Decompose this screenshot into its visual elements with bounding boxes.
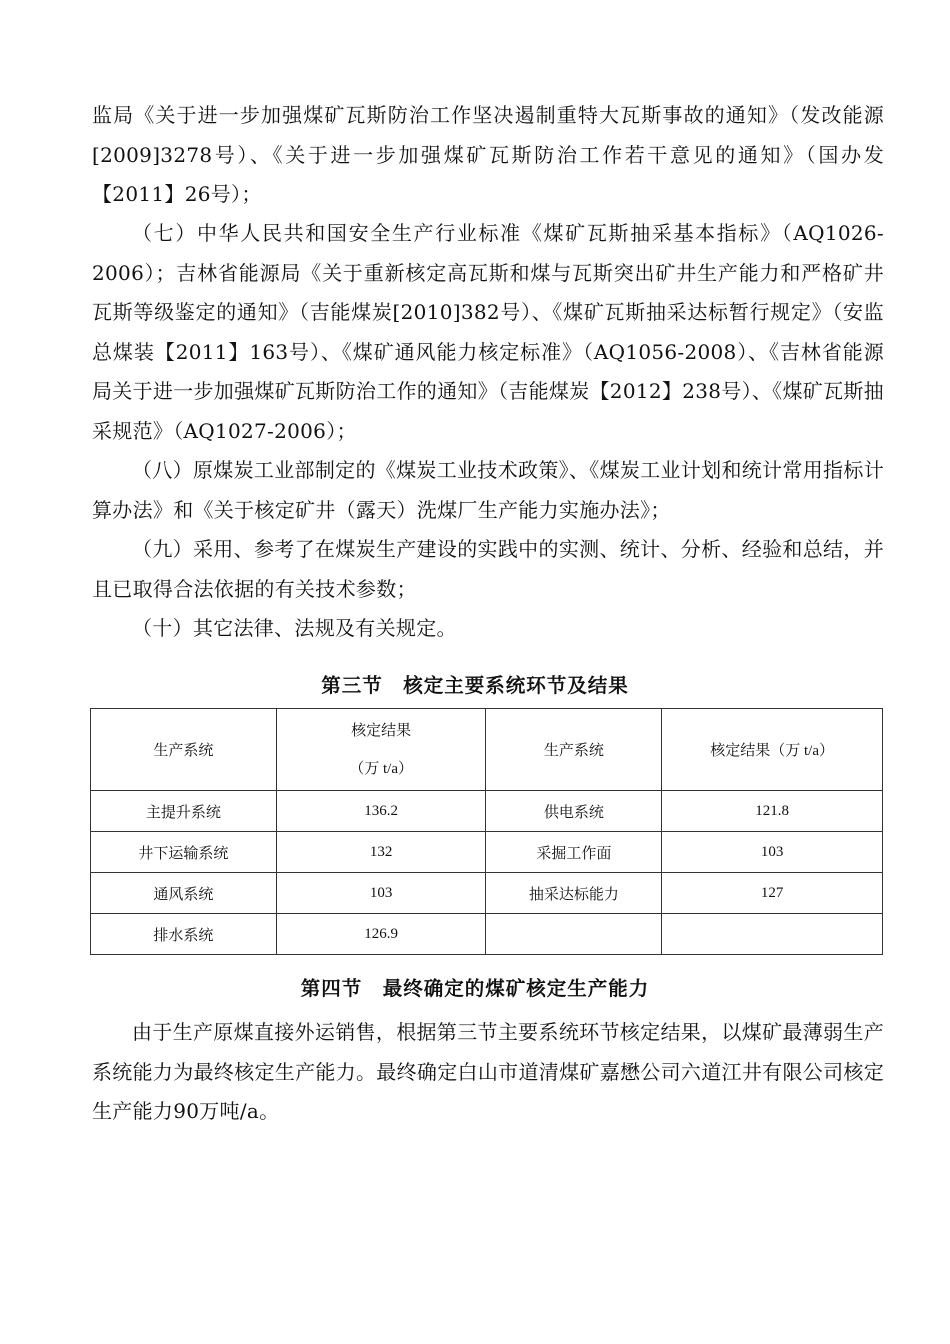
table-row bbox=[91, 914, 883, 955]
system-results-table bbox=[90, 708, 883, 955]
paragraph-item-10: （十）其它法律、法规及有关规定。 bbox=[132, 616, 457, 640]
cell-value-a: 103 bbox=[276, 873, 486, 914]
paragraph-final-capacity: 由于生产原煤直接外运销售，根据第三节主要系统环节核定结果，以煤矿最薄弱生产系统能力为最终核定生产能力。最终确定白山市道清煤矿嘉懋公司六道江井有限公司核定生产能力90万吨/a。 bbox=[92, 1020, 884, 1123]
section-4-heading: 第四节 最终确定的煤矿核定生产能力 bbox=[300, 977, 650, 1000]
cell-value-b: 127 bbox=[662, 873, 883, 914]
cell-system-a: 井下运输系统 bbox=[91, 832, 277, 873]
cell-value-b: 121.8 bbox=[662, 791, 883, 832]
header-result-b: 核定结果（万 t/a） bbox=[662, 709, 883, 791]
cell-value-b: 103 bbox=[662, 832, 883, 873]
table-row bbox=[91, 873, 883, 914]
cell-system-b: 供电系统 bbox=[486, 791, 662, 832]
paragraph-regulations-continued: 监局《关于进一步加强煤矿瓦斯防治工作坚决遏制重特大瓦斯事故的通知》（发改能源[2009]3278号）、《关于进一步加强煤矿瓦斯防治工作若干意见的通知》（国办发【2011】26号）； bbox=[92, 103, 884, 206]
header-result-a-line2: （万 t/a） bbox=[349, 760, 413, 777]
cell-system-a: 通风系统 bbox=[91, 873, 277, 914]
cell-system-a: 排水系统 bbox=[91, 914, 277, 955]
paragraph-item-7: （七）中华人民共和国安全生产行业标准《煤矿瓦斯抽采基本指标》（AQ1026-2006）；吉林省能源局《关于重新核定高瓦斯和煤与瓦斯突出矿井生产能力和严格矿井瓦斯等级鉴定的通知》（吉能煤炭[2010]382号）、《煤矿瓦斯抽采达标暂行规定》（安监总煤装【2011】163号）、《煤矿通风能力核定标准》（AQ1056-2008）、《吉林省能源局关于进一步加强煤矿瓦斯防治工作的通知》（吉能煤炭【2012】238号）、《煤矿瓦斯抽采规范》（AQ1027-2006）； bbox=[92, 221, 884, 443]
cell-system-b: 采掘工作面 bbox=[486, 832, 662, 873]
table-row bbox=[91, 832, 883, 873]
section-3-heading: 第三节 核定主要系统环节及结果 bbox=[321, 674, 629, 697]
cell-system-b: 抽采达标能力 bbox=[486, 873, 662, 914]
cell-value-a: 126.9 bbox=[276, 914, 486, 955]
header-result-a-line1: 核定结果 bbox=[351, 722, 412, 739]
cell-system-b bbox=[486, 914, 662, 955]
cell-value-a: 136.2 bbox=[276, 791, 486, 832]
paragraph-item-8: （八）原煤炭工业部制定的《煤炭工业技术政策》、《煤炭工业计划和统计常用指标计算办法》和《关于核定矿井（露天）洗煤厂生产能力实施办法》； bbox=[92, 458, 884, 522]
cell-value-a: 132 bbox=[276, 832, 486, 873]
cell-value-b bbox=[662, 914, 883, 955]
table-header-row bbox=[91, 709, 883, 791]
table-row bbox=[91, 791, 883, 832]
header-system-a: 生产系统 bbox=[91, 709, 277, 791]
paragraph-item-9: （九）采用、参考了在煤炭生产建设的实践中的实测、统计、分析、经验和总结，并且已取得合法依据的有关技术参数； bbox=[92, 537, 884, 601]
header-result-a bbox=[276, 709, 486, 791]
header-system-b: 生产系统 bbox=[486, 709, 662, 791]
cell-system-a: 主提升系统 bbox=[91, 791, 277, 832]
